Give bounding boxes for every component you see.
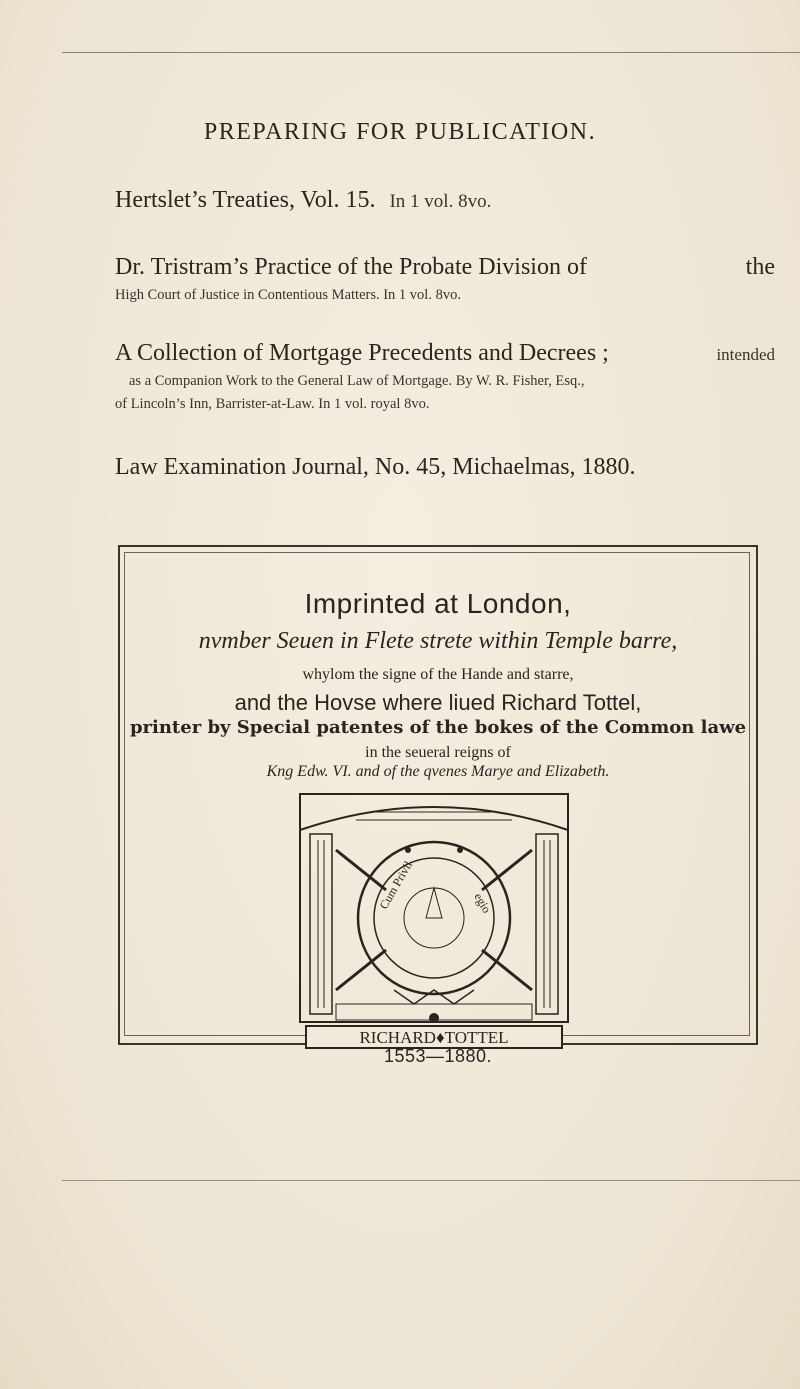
entry-tristram xyxy=(115,254,775,304)
top-rule xyxy=(62,52,800,53)
entry-detail: In 1 vol. 8vo. xyxy=(389,191,492,212)
entry-hertslet xyxy=(115,187,775,214)
imprint-line-6: in the seueral reigns of xyxy=(365,744,511,761)
mark-motto-right: egio xyxy=(471,890,494,916)
entry-title-suffix: intended xyxy=(716,345,775,364)
entry-law-journal xyxy=(115,454,775,481)
entry-title: Hertslet’s Treaties, Vol. 15. xyxy=(115,187,376,213)
mark-motto-left: Cum Privil xyxy=(376,858,416,912)
imprint-years: 1553—1880. xyxy=(383,1046,493,1066)
entry-title-end: the xyxy=(745,254,775,280)
entry-title: Law Examination Journal, No. 45, Michaelmas, 1880. xyxy=(115,454,636,480)
imprint-line-5: printer by Special patentes of the bokes of the Common lawe xyxy=(129,717,747,738)
imprint-line-1: Imprinted at London, xyxy=(304,588,572,619)
page-heading: PREPARING FOR PUBLICATION. xyxy=(203,119,597,145)
entry-title: A Collection of Mortgage Precedents and Decrees ; xyxy=(115,340,609,366)
imprint-line-2: nvmber Seuen in Flete strete within Temple barre, xyxy=(198,628,678,654)
entry-detail-line2: of Lincoln’s Inn, Barrister-at-Law. In 1 vol. royal 8vo. xyxy=(115,396,430,412)
entry-title: Dr. Tristram’s Practice of the Probate Division of xyxy=(115,254,587,280)
printers-mark-woodcut xyxy=(296,790,572,1050)
imprint-line-7: Kng Edw. VI. and of the qvenes Marye and Elizabeth. xyxy=(266,763,610,780)
entry-mortgage xyxy=(115,340,775,413)
entry-detail: High Court of Justice in Contentious Matters. In 1 vol. 8vo. xyxy=(115,287,461,303)
entry-detail-line1: as a Companion Work to the General Law of Mortgage. By W. R. Fisher, Esq., xyxy=(129,373,585,389)
bottom-rule xyxy=(62,1180,800,1181)
mark-banner: RICHARD♦TOTTEL xyxy=(359,1028,509,1047)
imprint-line-4: and the Hovse where liued Richard Tottel, xyxy=(234,690,642,715)
imprint-line-3: whylom the signe of the Hande and starre, xyxy=(302,666,574,683)
